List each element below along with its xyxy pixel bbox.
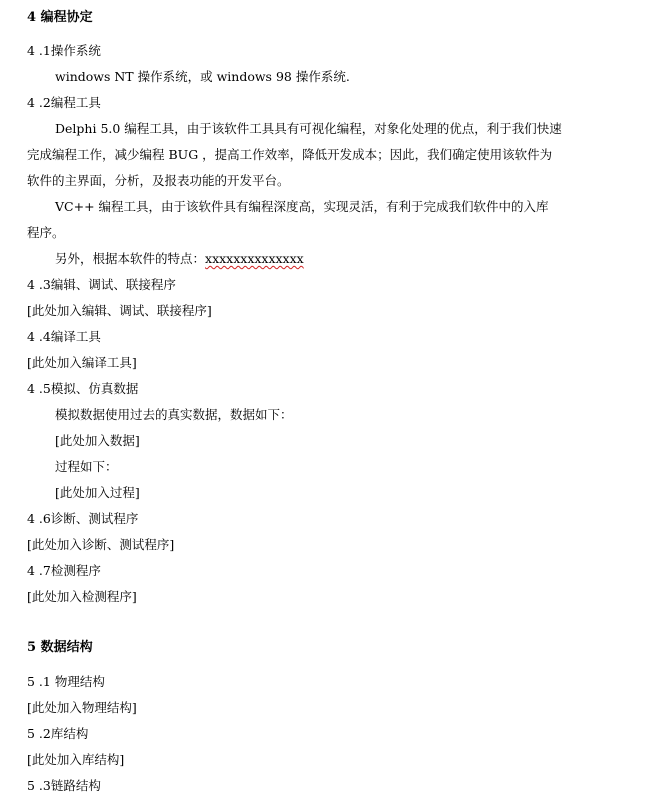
heading-4-2: 4 .2编程工具 bbox=[27, 95, 101, 110]
process-label: 过程如下： bbox=[55, 459, 118, 474]
heading-4-5: 4 .5模拟、仿真数据 bbox=[27, 381, 139, 396]
vc-paragraph-line-2: 程序。 bbox=[27, 225, 65, 240]
other-features-prefix: 另外，根据本软件的特点： bbox=[55, 251, 206, 266]
placeholder-4-4: [此处加入编译工具] bbox=[27, 355, 137, 370]
heading-5-2: 5 .2库结构 bbox=[27, 726, 89, 741]
heading-4-3: 4 .3编辑、调试、联接程序 bbox=[27, 277, 176, 292]
heading-4-1: 4 .1操作系统 bbox=[27, 43, 101, 58]
os-paragraph: windows NT 操作系统，或 windows 98 操作系统. bbox=[55, 69, 350, 84]
heading-4-6: 4 .6诊断、测试程序 bbox=[27, 511, 139, 526]
placeholder-5-1: [此处加入物理结构] bbox=[27, 700, 137, 715]
placeholder-5-2: [此处加入库结构] bbox=[27, 752, 125, 767]
heading-5-1: 5 .1 物理结构 bbox=[27, 674, 105, 689]
data-placeholder: [此处加入数据] bbox=[55, 433, 140, 448]
heading-4-4: 4 .4编译工具 bbox=[27, 329, 101, 344]
heading-4-7: 4 .7检测程序 bbox=[27, 563, 101, 578]
features-placeholder-value: xxxxxxxxxxxxxx bbox=[205, 251, 304, 266]
vc-paragraph-line-1: VC++ 编程工具，由于该软件具有编程深度高，实现灵活，有利于完成我们软件中的入库 bbox=[55, 199, 549, 214]
heading-5-3: 5 .3链路结构 bbox=[27, 778, 101, 793]
simulation-description: 模拟数据使用过去的真实数据，数据如下： bbox=[55, 407, 293, 422]
process-placeholder: [此处加入过程] bbox=[55, 485, 140, 500]
section-4-title: 4 编程协定 bbox=[27, 10, 93, 25]
section-5-title: 5 数据结构 bbox=[27, 640, 93, 655]
placeholder-4-3: [此处加入编辑、调试、联接程序] bbox=[27, 303, 212, 318]
other-features-line bbox=[55, 250, 304, 268]
delphi-paragraph-line-2: 完成编程工作，减少编程 BUG ，提高工作效率，降低开发成本；因此，我们确定使用该软件为 bbox=[27, 147, 553, 162]
delphi-paragraph-line-1: Delphi 5.0 编程工具，由于该软件工具具有可视化编程，对象化处理的优点，利于我们快速 bbox=[55, 121, 562, 136]
placeholder-4-6: [此处加入诊断、测试程序] bbox=[27, 537, 175, 552]
delphi-paragraph-line-3: 软件的主界面，分析，及报表功能的开发平台。 bbox=[27, 173, 290, 188]
placeholder-4-7: [此处加入检测程序] bbox=[27, 589, 137, 604]
